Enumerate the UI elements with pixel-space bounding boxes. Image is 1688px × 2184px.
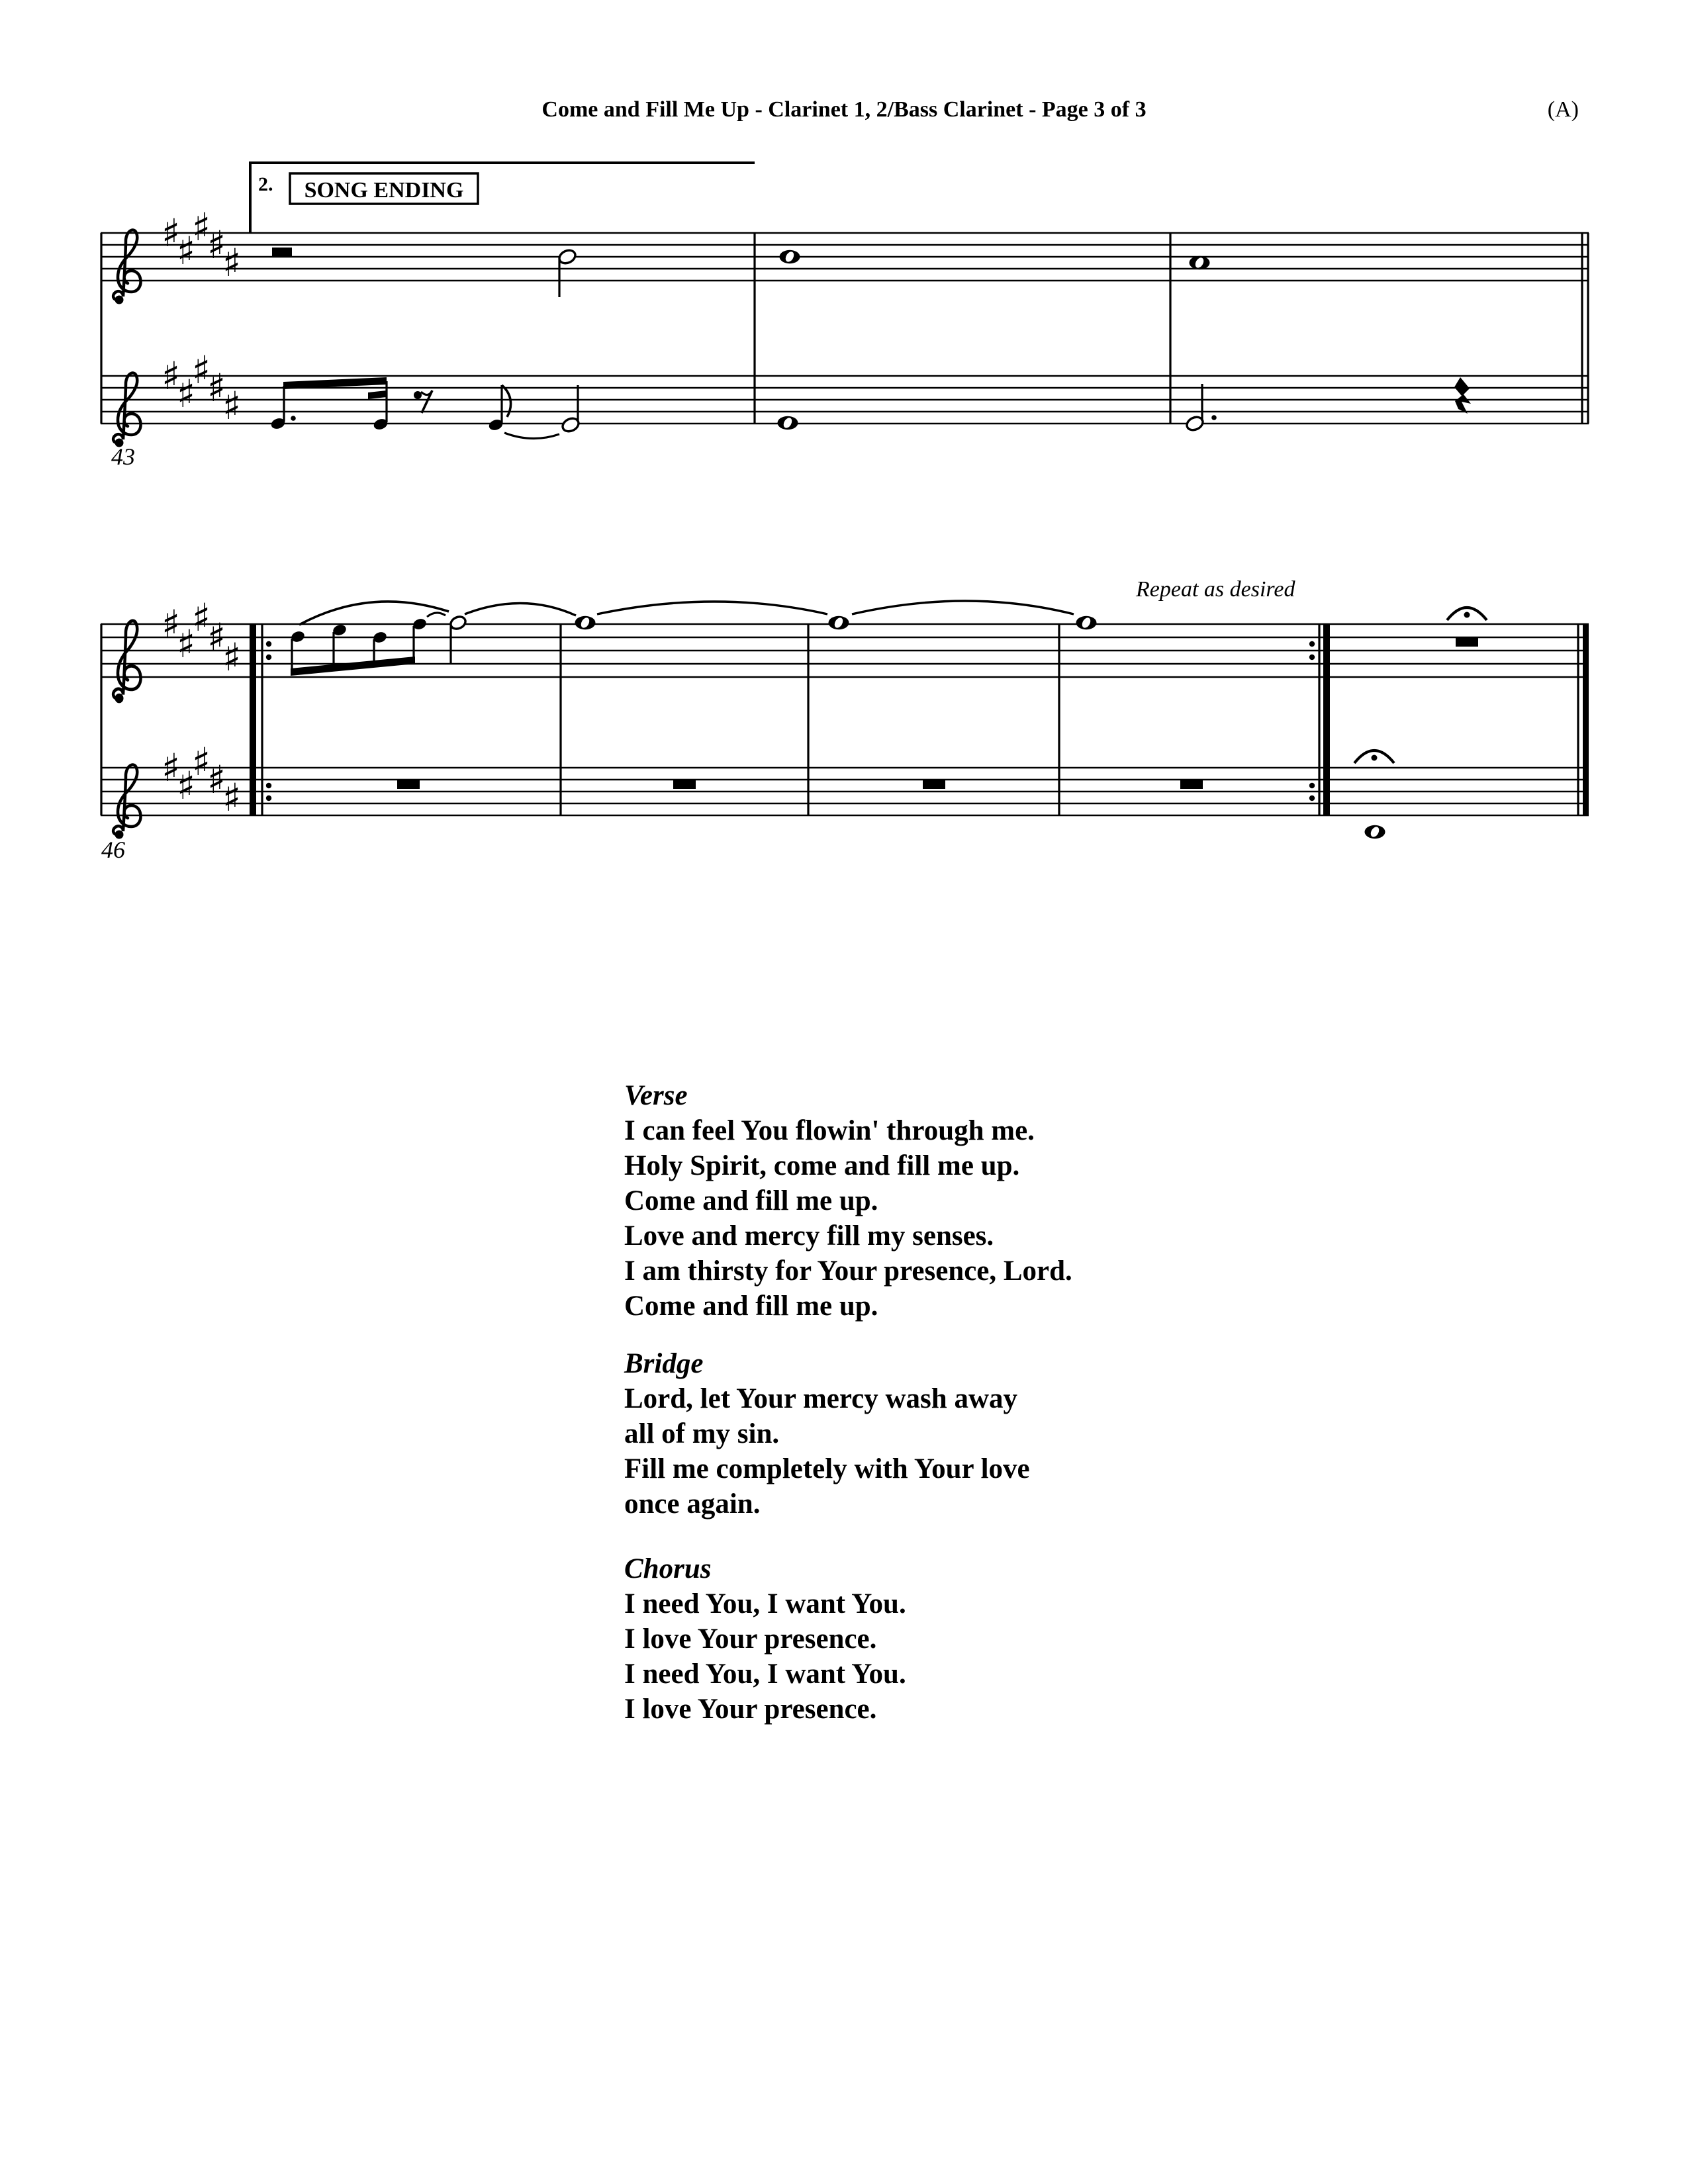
- section-label: Bridge: [624, 1348, 704, 1379]
- lyrics-bridge: [624, 1346, 1030, 1522]
- lyric-line: Lord, let Your mercy wash away: [624, 1383, 1018, 1414]
- staff-lines-s2-bottom: [101, 768, 1589, 815]
- quarter-rest-icon: [1454, 377, 1471, 414]
- whole-note-icon: [780, 250, 800, 263]
- fermata-icon: [1447, 608, 1487, 620]
- lyric-line: Come and fill me up.: [624, 1185, 878, 1216]
- whole-rest-icon: [397, 780, 420, 789]
- svg-text:♯: ♯: [222, 775, 242, 820]
- svg-text:♯: ♯: [161, 353, 181, 398]
- whole-note-icon: [1365, 825, 1385, 839]
- beamed-notes-icon: [290, 617, 428, 676]
- eighth-rest-icon: [414, 390, 432, 413]
- barlines-s2: [101, 624, 1578, 815]
- half-rest-icon: [272, 248, 292, 257]
- svg-text:♯: ♯: [176, 228, 196, 273]
- measure-number-43: 43: [111, 443, 135, 470]
- svg-text:♯: ♯: [222, 635, 242, 680]
- lyric-line: I am thirsty for Your presence, Lord.: [624, 1255, 1072, 1287]
- svg-text:♯: ♯: [207, 757, 226, 802]
- treble-clef-icon: [113, 621, 140, 703]
- svg-text:♯: ♯: [207, 615, 226, 660]
- section-label: Chorus: [624, 1553, 712, 1584]
- svg-text:♯: ♯: [161, 210, 181, 255]
- final-barline: [1583, 624, 1589, 815]
- page-title: Come and Fill Me Up - Clarinet 1, 2/Bass Clarinet - Page 3 of 3: [541, 97, 1147, 122]
- page-annotation: (A): [1547, 97, 1579, 122]
- whole-note-icon: [778, 416, 798, 430]
- svg-text:♯: ♯: [161, 745, 181, 790]
- repeat-annotation: Repeat as desired: [1136, 577, 1295, 602]
- key-signature-icon: [162, 595, 241, 820]
- system-1: [101, 163, 1589, 470]
- tie-icon: [427, 613, 445, 617]
- whole-note-icon: [1190, 256, 1210, 269]
- lyric-line: Holy Spirit, come and fill me up.: [624, 1150, 1020, 1181]
- lyric-line: all of my sin.: [624, 1418, 780, 1449]
- fermata-icon: [1354, 751, 1394, 763]
- lyric-line: I need You, I want You.: [624, 1588, 906, 1619]
- svg-text:♯: ♯: [222, 240, 242, 285]
- lyric-line: I love Your presence.: [624, 1694, 877, 1725]
- lyric-line: I need You, I want You.: [624, 1659, 906, 1690]
- whole-rest-icon: [1456, 637, 1478, 647]
- lyric-line: once again.: [624, 1488, 761, 1520]
- lyric-line: I love Your presence.: [624, 1623, 877, 1655]
- treble-clef-icon: [113, 765, 140, 839]
- svg-text:♯: ♯: [161, 602, 181, 647]
- treble-clef-icon: [113, 373, 140, 447]
- whole-rest-icon: [923, 780, 945, 789]
- svg-text:♯: ♯: [191, 205, 211, 250]
- lyrics-chorus: [624, 1551, 906, 1727]
- staff-lines-s1-top: [101, 233, 1589, 281]
- svg-text:♯: ♯: [176, 621, 196, 666]
- measure-number-46: 46: [101, 837, 125, 863]
- volta-number: 2.: [258, 173, 273, 195]
- svg-text:♯: ♯: [191, 347, 211, 392]
- treble-clef-icon: [113, 230, 140, 304]
- barlines-s1: [101, 233, 1588, 424]
- svg-text:♯: ♯: [207, 222, 226, 267]
- svg-text:♯: ♯: [222, 383, 242, 428]
- slur-icon: [465, 603, 576, 615]
- lyrics-verse: [624, 1078, 1072, 1324]
- slur-icon: [299, 602, 449, 625]
- start-repeat-barline: [250, 624, 271, 815]
- svg-text:♯: ♯: [191, 595, 211, 640]
- lyric-line: Love and mercy fill my senses.: [624, 1220, 994, 1251]
- system-2: [101, 577, 1589, 863]
- dotted-half-note-icon: [1185, 384, 1217, 432]
- whole-rest-icon: [1180, 780, 1203, 789]
- tie-icon: [597, 602, 827, 614]
- svg-text:♯: ♯: [176, 763, 196, 808]
- key-signature-icon: [162, 205, 241, 428]
- lyric-line: Come and fill me up.: [624, 1291, 878, 1322]
- half-note-icon: [449, 614, 467, 664]
- whole-note-icon: [1076, 616, 1097, 629]
- lyric-line: Fill me completely with Your love: [624, 1453, 1030, 1484]
- svg-text:♯: ♯: [191, 739, 211, 784]
- svg-text:♯: ♯: [207, 365, 226, 410]
- whole-note-icon: [829, 616, 849, 629]
- half-note-icon: [557, 248, 577, 297]
- whole-rest-icon: [673, 780, 696, 789]
- tie-icon: [852, 601, 1074, 614]
- svg-text:♯: ♯: [176, 371, 196, 416]
- song-ending-label: SONG ENDING: [304, 178, 464, 203]
- whole-note-icon: [575, 616, 596, 629]
- lyric-line: I can feel You flowin' through me.: [624, 1115, 1035, 1146]
- section-label: Verse: [624, 1080, 688, 1111]
